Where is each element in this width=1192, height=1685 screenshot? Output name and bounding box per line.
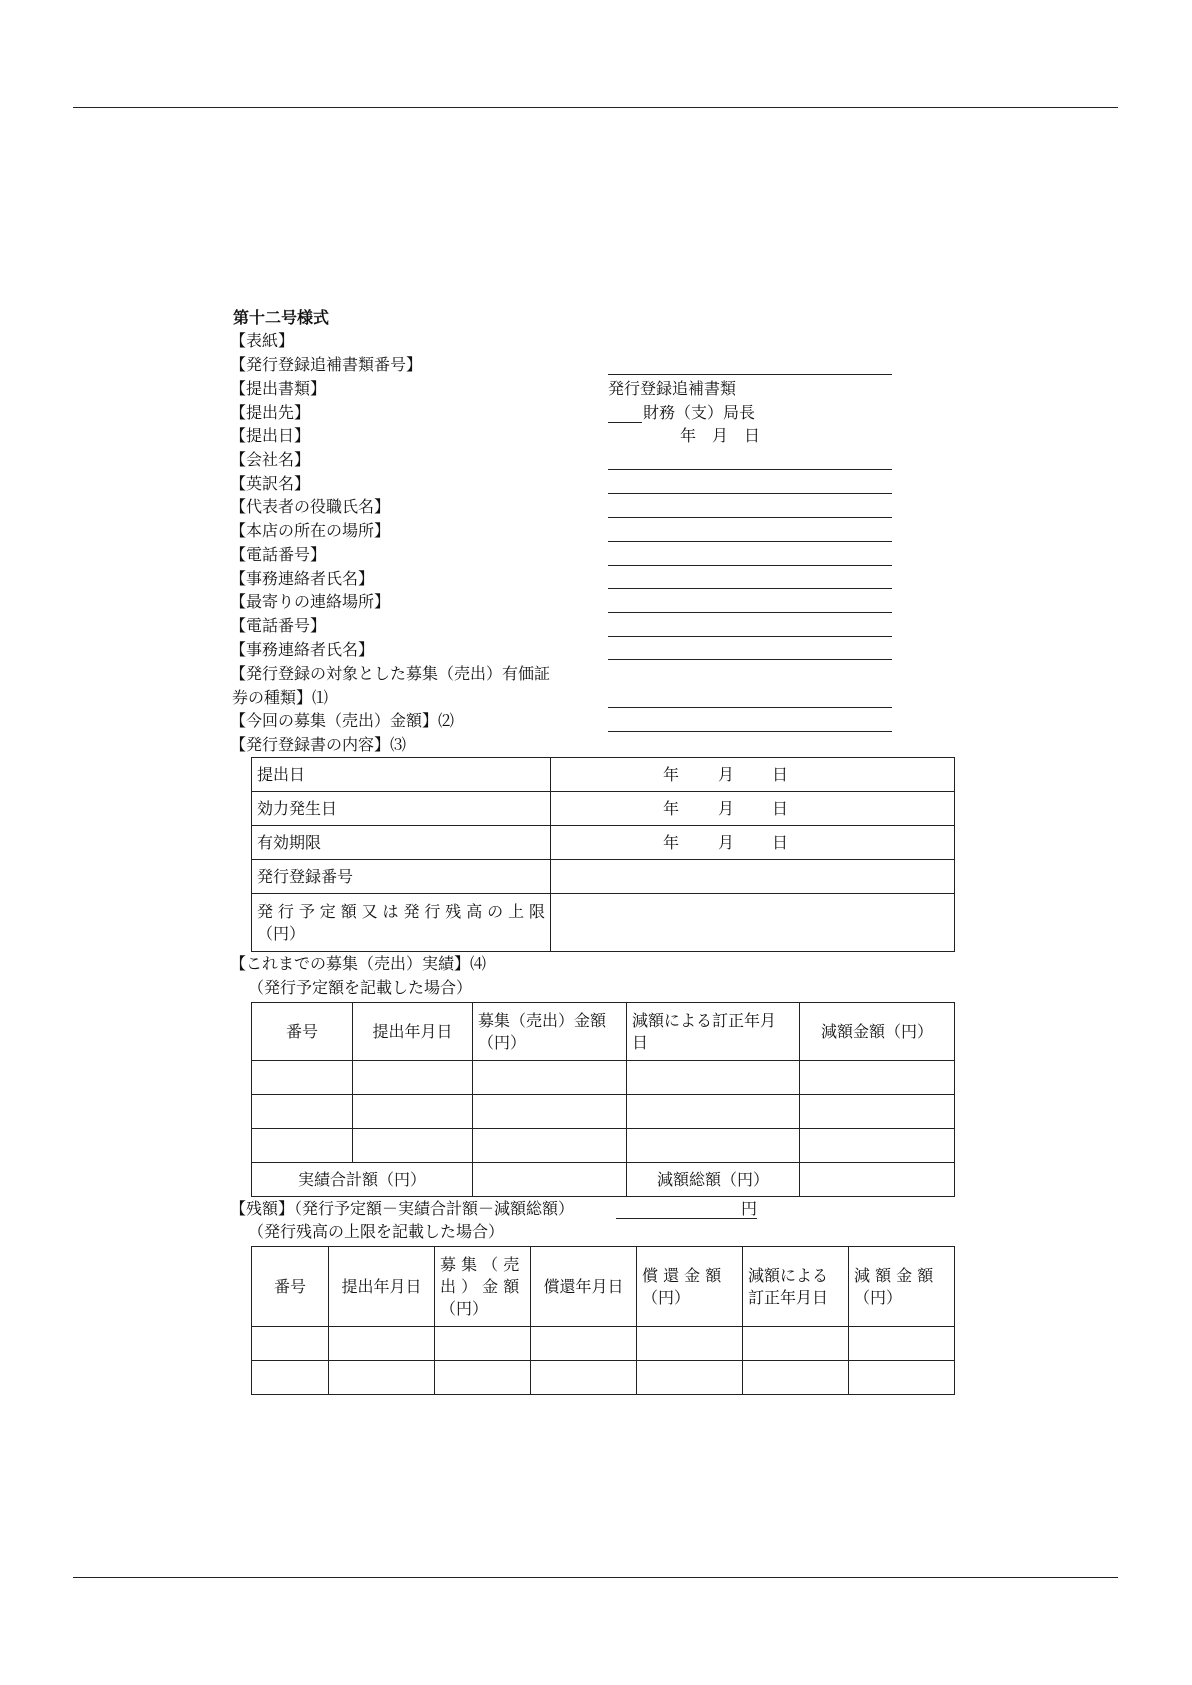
balance-label: 【残額】（発行予定額－実績合計額－減額総額） <box>230 1199 575 1218</box>
reduction-total-value[interactable] <box>800 1163 955 1197</box>
bureau-name-field[interactable] <box>608 403 642 423</box>
contents-date-cell[interactable]: 年 月 日 <box>551 758 955 792</box>
field-label: 【事務連絡者氏名】 <box>230 640 375 659</box>
document-type-value: 発行登録追補書類 <box>608 379 737 398</box>
header-reduction-amount: 減額金額（円） <box>800 1003 955 1061</box>
header-submission-date: 提出年月日 <box>329 1247 435 1327</box>
head-office-field[interactable] <box>608 541 892 542</box>
field-label: 【本店の所在の場所】 <box>230 521 391 540</box>
field-label: 【提出先】 <box>230 403 311 422</box>
limit-case-label: （発行残高の上限を記載した場合） <box>248 1222 505 1241</box>
header-offering-amount: 募集（売出）金額 （円） <box>473 1003 627 1061</box>
representative-field[interactable] <box>608 517 892 518</box>
header-number: 番号 <box>252 1247 329 1327</box>
contents-label: 【発行登録書の内容】⑶ <box>230 735 407 754</box>
company-name-field[interactable] <box>608 469 892 470</box>
contents-label-cell: 発行予定額又は発行残高の上限 （円） <box>252 894 551 952</box>
limit-table <box>251 1246 955 1395</box>
field-label: 【提出日】 <box>230 426 311 445</box>
header-offering-amount: 募 集 （ 売 出 ） 金 額 （円） <box>435 1247 531 1327</box>
contents-date-cell[interactable]: 年 月 日 <box>551 826 955 860</box>
balance-field[interactable] <box>616 1199 757 1219</box>
header-submission-date: 提出年月日 <box>353 1003 473 1061</box>
header-number: 番号 <box>252 1003 353 1061</box>
field-label: 【電話番号】 <box>230 545 327 564</box>
phone-field-2[interactable] <box>608 636 892 637</box>
english-name-field[interactable] <box>608 493 892 494</box>
results-table <box>251 1002 955 1197</box>
field-label: 【代表者の役職氏名】 <box>230 497 391 516</box>
header-redemption-date: 償還年月日 <box>531 1247 637 1327</box>
reduction-total-label: 減額総額（円） <box>627 1163 800 1197</box>
registration-number-cell[interactable] <box>551 860 955 894</box>
table-row <box>252 1129 955 1163</box>
form-title: 第十二号様式 <box>233 308 330 327</box>
field-label: 【最寄りの連絡場所】 <box>230 592 391 611</box>
securities-type-label: 【発行登録の対象とした募集（売出）有価証 <box>230 664 551 683</box>
footer-rule <box>73 1577 1118 1578</box>
total-value[interactable] <box>473 1163 627 1197</box>
table-row <box>252 1361 955 1395</box>
phone-field[interactable] <box>608 565 892 566</box>
contents-date-cell[interactable]: 年 月 日 <box>551 792 955 826</box>
results-label: 【これまでの募集（売出）実績】⑷ <box>230 954 487 973</box>
header-correction-date: 減額による 訂正年月日 <box>743 1247 849 1327</box>
cover-heading: 【表紙】 <box>230 331 295 350</box>
table-row <box>252 1061 955 1095</box>
contact-person-field-2[interactable] <box>608 659 892 660</box>
balance-unit: 円 <box>740 1199 757 1218</box>
doc-number-field[interactable] <box>608 374 892 375</box>
contents-label-cell: 発行登録番号 <box>252 860 551 894</box>
contact-person-field[interactable] <box>608 588 892 589</box>
field-label: 【英訳名】 <box>230 474 311 493</box>
field-label: 【電話番号】 <box>230 616 327 635</box>
securities-type-field[interactable] <box>608 707 892 708</box>
field-label: 【事務連絡者氏名】 <box>230 569 375 588</box>
header-redemption-amount: 償 還 金 額 （円） <box>637 1247 743 1327</box>
total-label: 実績合計額（円） <box>252 1163 473 1197</box>
amount-field[interactable] <box>608 731 892 732</box>
contents-label-cell: 提出日 <box>252 758 551 792</box>
securities-type-label-cont: 券の種類】⑴ <box>232 688 329 707</box>
contents-table <box>251 757 955 952</box>
table-row <box>252 1095 955 1129</box>
contents-label-cell: 有効期限 <box>252 826 551 860</box>
field-label: 【会社名】 <box>230 450 311 469</box>
bureau-suffix: 財務（支）局長 <box>643 403 756 422</box>
nearest-contact-field[interactable] <box>608 612 892 613</box>
planned-case-label: （発行予定額を記載した場合） <box>248 978 473 997</box>
table-row <box>252 1327 955 1361</box>
submission-date-value: 年 月 日 <box>680 426 761 445</box>
header-reduction-amount: 減 額 金 額 （円） <box>849 1247 955 1327</box>
header-rule <box>73 107 1118 108</box>
header-correction-date: 減額による訂正年月 日 <box>627 1003 800 1061</box>
amount-label: 【今回の募集（売出）金額】⑵ <box>230 711 455 730</box>
issue-limit-cell[interactable] <box>551 894 955 952</box>
field-label: 【発行登録追補書類番号】 <box>230 355 423 374</box>
field-label: 【提出書類】 <box>230 379 327 398</box>
contents-label-cell: 効力発生日 <box>252 792 551 826</box>
